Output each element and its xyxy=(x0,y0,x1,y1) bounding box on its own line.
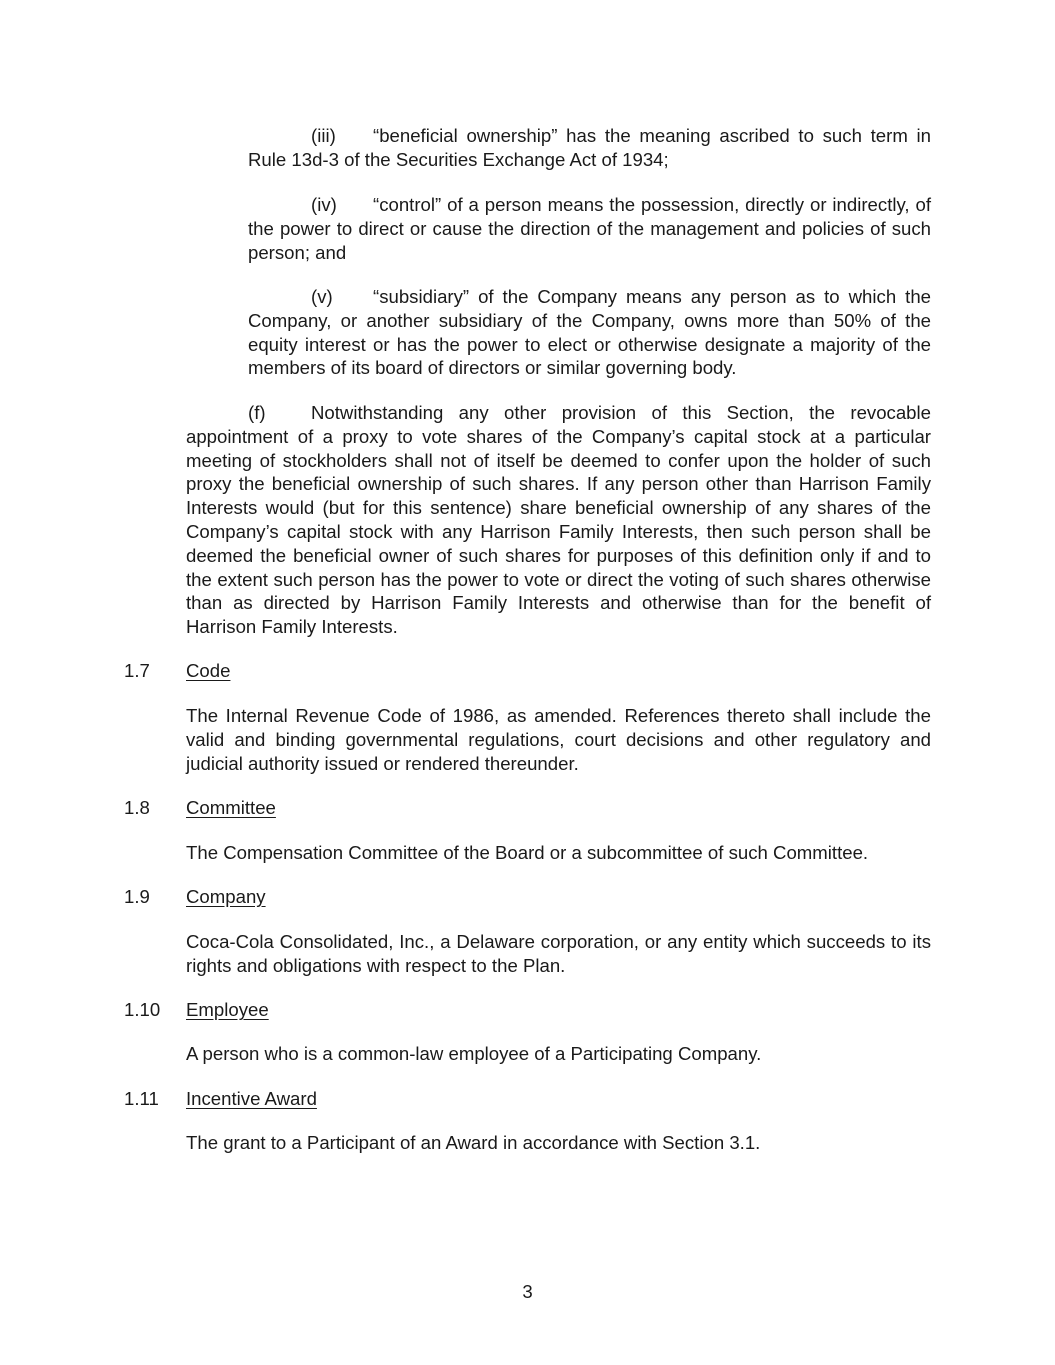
section-number: 1.8 xyxy=(124,797,150,818)
defined-term: “control” xyxy=(373,194,442,215)
clause-f xyxy=(186,401,931,639)
section-title: Employee xyxy=(186,999,269,1020)
clause-iv xyxy=(248,193,931,264)
section-definition-1-8: The Compensation Committee of the Board or a subcommittee of such Committee. xyxy=(186,842,869,863)
clause-v xyxy=(248,285,931,380)
section-number: 1.7 xyxy=(124,660,150,681)
section-title: Company xyxy=(186,886,266,907)
section-definition-1-11: The grant to a Participant of an Award in accordance with Section 3.1. xyxy=(186,1132,761,1153)
section-definition-1-10: A person who is a common-law employee of a Participating Company. xyxy=(186,1043,762,1064)
defined-term: “subsidiary” xyxy=(373,286,470,307)
clause-number: (f) xyxy=(248,402,266,423)
clause-text: Notwithstanding any other provision of this Section, the revocable appointment of a proxy to vote shares of the Company’s capital stock at a particular meeting of stockholders shall not of itself be deemed to confer upon the holder of such proxy the beneficial ownership of such shares. If any person other than Harrison Family Interests would (but for this sentence) share beneficial ownership of any shares of the Company’s capital stock with any Harrison Family Interests, then such person shall be deemed the beneficial owner of such shares for purposes of this definition only if and to the extent such person has the power to vote or direct the voting of such shares otherwise than as directed by Harrison Family Interests and otherwise than for the benefit of Harrison Family Interests. xyxy=(186,402,931,638)
clause-number: (v) xyxy=(311,286,333,307)
clause-text: of the Company means any person as to which the Company, or another subsidiary of the Company, owns more than 50% of the equity interest or has the power to elect or otherwise designate a majority of the members of its board of directors or similar governing body. xyxy=(248,286,931,379)
clause-number: (iv) xyxy=(311,194,337,215)
section-heading-1-9 xyxy=(124,885,266,909)
section-number: 1.9 xyxy=(124,886,150,907)
page-number: 3 xyxy=(522,1281,533,1302)
defined-term: “beneficial ownership” xyxy=(373,125,558,146)
section-definition-1-9: Coca-Cola Consolidated, Inc., a Delaware corporation, or any entity which succeeds to its rights and obligations with respect to the Plan. xyxy=(186,931,931,976)
section-heading-1-11 xyxy=(124,1087,317,1111)
section-heading-1-8 xyxy=(124,796,276,820)
section-title: Code xyxy=(186,660,231,681)
section-title: Incentive Award xyxy=(186,1088,317,1109)
clause-number: (iii) xyxy=(311,125,336,146)
section-number: 1.10 xyxy=(124,999,161,1020)
section-heading-1-10 xyxy=(124,998,269,1022)
clause-text: of a person means the possession, directly or indirectly, of the power to direct or cause the direction of the management and policies of such person; and xyxy=(248,194,931,263)
section-number: 1.11 xyxy=(124,1088,159,1109)
section-title: Committee xyxy=(186,797,276,818)
section-heading-1-7 xyxy=(124,659,230,683)
section-definition-1-7: The Internal Revenue Code of 1986, as amended. References thereto shall include the valid and binding governmental regulations, court decisions and other regulatory and judicial authority issued or rendered thereunder. xyxy=(186,705,931,774)
clause-iii xyxy=(248,124,931,172)
clause-text: has the meaning ascribed to such term in Rule 13d-3 of the Securities Exchange Act of 1934; xyxy=(248,125,931,170)
